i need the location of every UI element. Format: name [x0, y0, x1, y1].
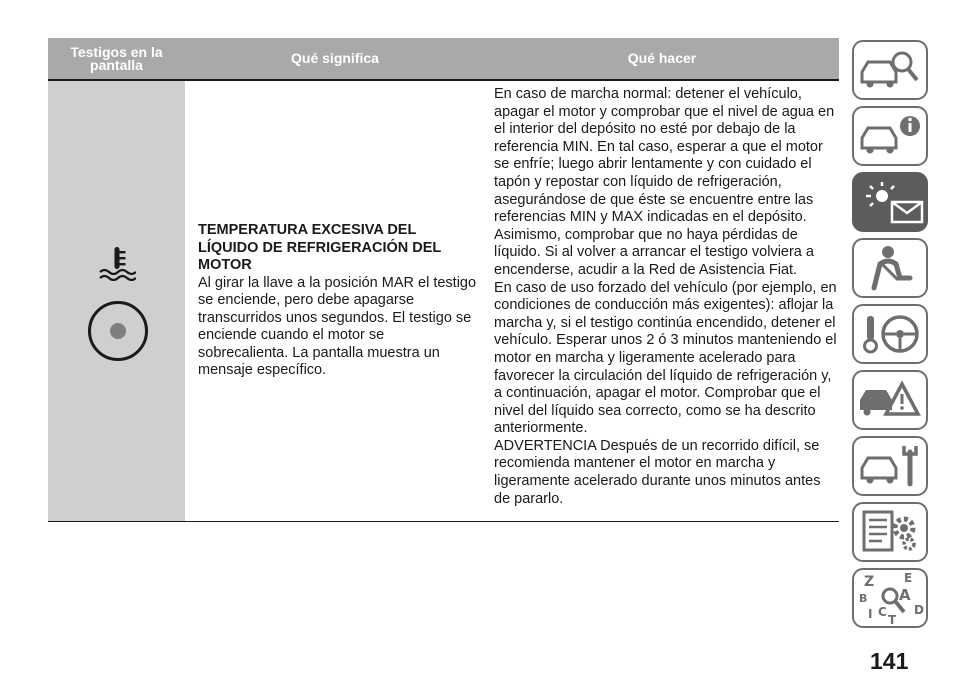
table-row	[48, 81, 839, 521]
car-warning-triangle-icon	[854, 372, 926, 428]
alphabet-search-icon	[854, 570, 926, 626]
action-paragraph-normal: En caso de marcha normal: detener el vehículo, apagar el motor y comprobar que el nivel de agua en el interior del depósito no esté por debajo de la referencia MIN. En tal caso, esperar a que el motor se enfríe; luego abrir lentamente y con cuidado el tapón y repostar con líquido de refrigeración, asegurándose de que éste se encuentre entre las referencias MIN y MAX indicadas en el depósito. Asimismo, comprobar que no haya pérdidas de líquido. Si al volver a arrancar el testigo volviera a encenderse, acudir a la Red de Asistencia Fiat.	[494, 86, 835, 278]
warning-lights-table	[48, 38, 839, 522]
key-steering-wheel-icon	[854, 306, 926, 362]
action-paragraph-warning: ADVERTENCIA Después de un recorrido difícil, se recomienda mantener el motor en marcha y ligeramente acelerado durante unos minutos antes de pararlo.	[494, 437, 821, 507]
table-bottom-divider	[48, 521, 839, 522]
seatbelt-person-icon	[854, 240, 926, 296]
tab-car-search[interactable]	[852, 40, 928, 100]
index-letter-d: D	[914, 603, 924, 617]
index-letter-a: A	[899, 586, 911, 604]
index-letter-e: E	[904, 571, 913, 585]
tab-emergency[interactable]	[852, 370, 928, 430]
index-letter-c: C	[878, 605, 887, 619]
car-wrench-icon	[854, 438, 926, 494]
header-action: Qué hacer	[627, 50, 697, 66]
header-meaning: Qué significa	[291, 50, 379, 66]
header-indicators: Testigos en la pantalla	[70, 43, 163, 73]
tab-warning-lights[interactable]	[852, 172, 928, 232]
index-letter-t: T	[888, 613, 897, 626]
coolant-temperature-icon	[98, 245, 136, 281]
meaning-cell	[185, 81, 485, 521]
warning-meaning: Al girar la llave a la posición MAR el testigo se enciende, pero debe apagarse transcurridos unos segundos. El testigo se enciende cuando el motor se sobrecalienta. La pantalla muestra un mensaje específico.	[198, 274, 477, 379]
index-letter-z: Z	[864, 574, 875, 590]
specs-gear-icon	[854, 504, 926, 560]
tab-car-info[interactable]	[852, 106, 928, 166]
action-cell	[485, 81, 839, 521]
car-info-icon	[854, 108, 926, 164]
gauge-indicator-icon	[87, 300, 149, 362]
tab-safety[interactable]	[852, 238, 928, 298]
tab-starting-driving[interactable]	[852, 304, 928, 364]
car-search-icon	[854, 42, 926, 98]
page-number: 141	[870, 648, 909, 674]
indicator-cell	[48, 81, 185, 521]
tab-maintenance[interactable]	[852, 436, 928, 496]
index-letter-i: I	[868, 607, 873, 621]
warning-title: TEMPERATURA EXCESIVA DEL LÍQUIDO DE REFRIGERACIÓN DEL MOTOR	[198, 222, 442, 274]
tab-technical-data[interactable]	[852, 502, 928, 562]
index-letter-b: B	[859, 592, 868, 605]
tab-index[interactable]	[852, 568, 928, 628]
table-header	[48, 38, 839, 79]
action-paragraph-forced: En caso de uso forzado del vehículo (por ejemplo, en condiciones de conducción más exigentes): aflojar la marcha y, si el testigo continúa encendido, detener el vehículo. Esperar unos 2 ó 3 minutos manteniendo el motor en marcha y ligeramente acelerado para favorecer la circulación del líquido de refrigeración y, a continuación, apagar el motor. Comprobar que el nivel del líquido sea correcto, como se ha descrito anteriormente.	[494, 279, 837, 437]
warning-light-message-icon	[854, 174, 926, 230]
